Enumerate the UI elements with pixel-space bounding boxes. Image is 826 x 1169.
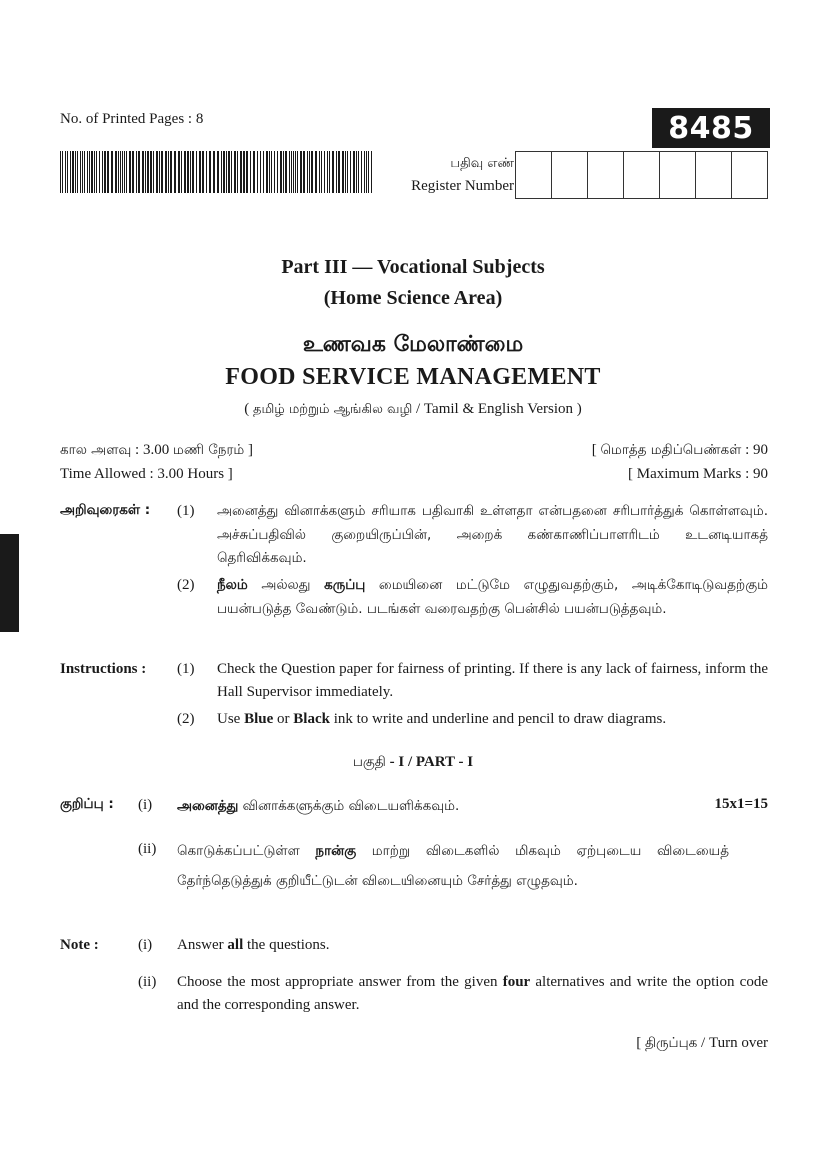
register-digit-cell[interactable] [732, 152, 767, 198]
instruction-ta-text-2: நீலம் அல்லது கருப்பு மையினை மட்டுமே எழுதுவதற்கும், அடிக்கோடிடுவதற்கும் பயன்படுத்த வேண்டும். படங்கள் வரைவதற்கு பென்சில் பயன்படுத்தவும். [217, 577, 768, 617]
note-en-text-1: Answer all the questions. [177, 937, 330, 953]
part-title: Part III — Vocational Subjects [281, 256, 545, 278]
barcode-image [60, 151, 374, 193]
note-tamil-label: குறிப்பு : [60, 796, 114, 812]
note-en-text-2: Choose the most appropriate answer from the given four alternatives and write the option code and the corresponding answer. [177, 974, 768, 1013]
note-english-label: Note : [60, 937, 99, 953]
register-digit-cell[interactable] [624, 152, 660, 198]
time-allowed-tamil: கால அளவு : 3.00 மணி நேரம் ] [60, 442, 254, 458]
instruction-ta-number-2: (2) [177, 577, 195, 593]
part-heading: பகுதி - I / PART - I [352, 754, 474, 770]
note-ta-number-2: (ii) [138, 841, 157, 857]
register-digit-cell[interactable] [696, 152, 732, 198]
note-ta-text-2: கொடுக்கப்பட்டுள்ள நான்கு மாற்று விடைகளில் மிகவும் ஏற்புடைய விடையைத் தேர்ந்தெடுத்துக் குறியீட்டுடன் விடையினையும் சேர்த்து எழுதவும். [177, 843, 729, 889]
subject-title-english: FOOD SERVICE MANAGEMENT [225, 364, 601, 390]
area-subtitle: (Home Science Area) [323, 287, 503, 309]
paper-code-badge: 8485 [652, 108, 770, 148]
printed-pages: No. of Printed Pages : 8 [60, 111, 204, 127]
maximum-marks-english: [ Maximum Marks : 90 [628, 466, 768, 482]
side-marker-bar [0, 534, 19, 632]
note-ta-number-1: (i) [138, 797, 153, 813]
register-digit-cell[interactable] [516, 152, 552, 198]
instruction-en-number-1: (1) [177, 661, 195, 677]
version-line: ( தமிழ் மற்றும் ஆங்கில வழி / Tamil & English Version ) [244, 401, 582, 417]
turn-over-label: [ திருப்புக / Turn over [636, 1035, 768, 1051]
note-en-number-2: (ii) [138, 974, 157, 990]
instructions-tamil-label: அறிவுரைகள் : [60, 502, 151, 518]
instruction-en-number-2: (2) [177, 711, 195, 727]
subject-title-tamil: உணவக மேலாண்மை [302, 332, 524, 357]
instruction-ta-number-1: (1) [177, 503, 195, 519]
time-allowed-english: Time Allowed : 3.00 Hours ] [60, 466, 233, 482]
register-digit-cell[interactable] [588, 152, 624, 198]
instruction-en-text-2: Use Blue or Black ink to write and underline and pencil to draw diagrams. [217, 711, 667, 727]
instruction-ta-text-1: அனைத்து வினாக்களும் சரியாக பதிவாகி உள்ளதா என்பதனை சரிபார்த்துக் கொள்ளவும். அச்சுப்பதிவில் குறையிருப்பின், அறைக் கண்காணிப்பாளரிடம் உடனடியாகத் தெரிவிக்கவும். [217, 503, 768, 566]
note-ta-text-1: அனைத்து வினாக்களுக்கும் விடையளிக்கவும். [177, 798, 460, 814]
register-digit-cell[interactable] [552, 152, 588, 198]
note-en-number-1: (i) [138, 937, 153, 953]
register-number-label: பதிவு எண் Register Number [411, 156, 514, 194]
instructions-english-label: Instructions : [60, 661, 147, 677]
instruction-en-text-1: Check the Question paper for fairness of printing. If there is any lack of fairness, inform the Hall Supervisor immediately. [217, 661, 768, 700]
section-marks: 15x1=15 [714, 796, 768, 812]
register-digit-cell[interactable] [660, 152, 696, 198]
maximum-marks-tamil: [ மொத்த மதிப்பெண்கள் : 90 [591, 442, 768, 458]
register-number-grid[interactable] [515, 151, 768, 199]
